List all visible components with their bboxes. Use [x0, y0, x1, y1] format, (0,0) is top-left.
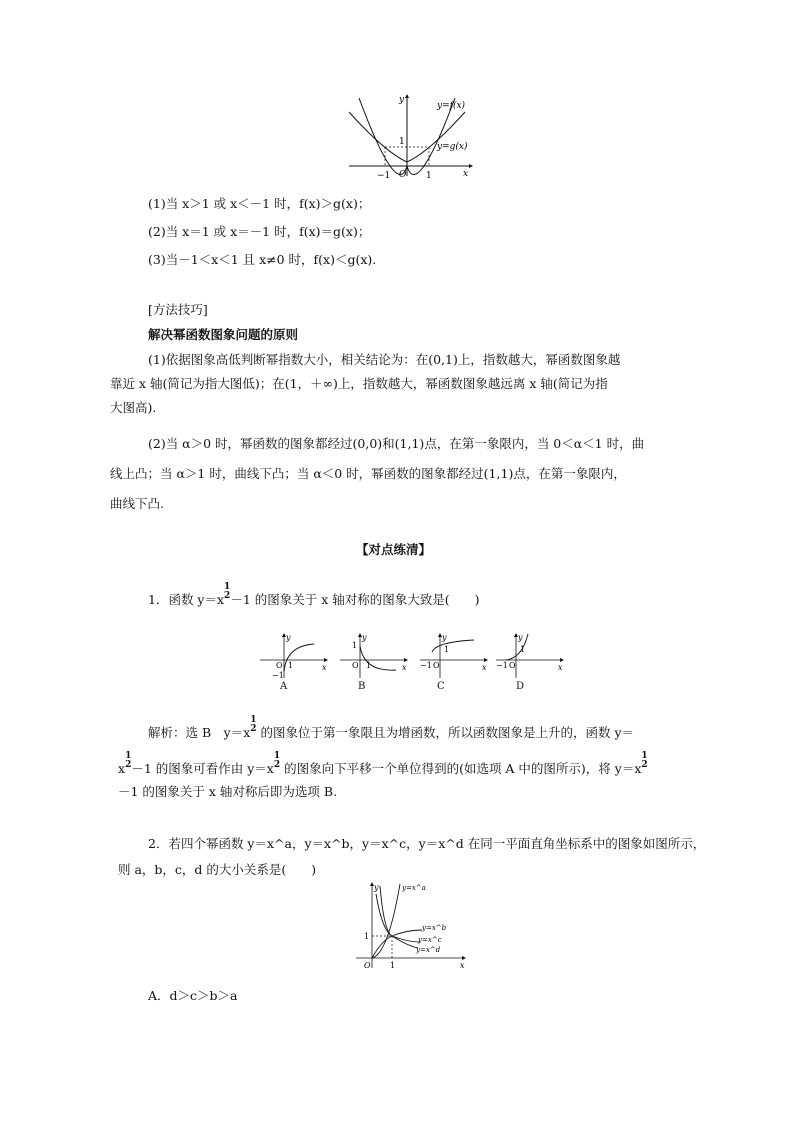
svg-text:O: O — [433, 661, 440, 670]
tick-neg1: −1 — [377, 171, 391, 180]
question-2-line-1: 2．若四个幂函数 y＝x^a，y＝x^b，y＝x^c，y＝x^d 在同一平面直角坐标系中的图象如图所示， — [148, 836, 706, 851]
sol-exp-4 — [641, 752, 647, 770]
svg-text:x: x — [322, 663, 327, 672]
method-p1-line3: 大图高). — [110, 400, 157, 415]
svg-text:x: x — [402, 663, 407, 672]
q2-label-a: y=x^a — [402, 884, 426, 892]
option-graph-b — [340, 633, 408, 678]
sol-2b: －1 的图象可看作由 y＝x — [131, 761, 274, 776]
svg-text:1: 1 — [364, 932, 370, 941]
svg-text:x: x — [460, 961, 465, 970]
method-title: 解决幂函数图象问题的原则 — [148, 327, 299, 342]
method-p2-line2: 线上凸；当 α＞1 时，曲线下凸；当 α＜0 时，幂函数的图象都经过(1,1)点，在第一象限内， — [110, 466, 626, 481]
svg-text:1: 1 — [352, 641, 358, 650]
axis-x-label: x — [463, 169, 469, 179]
svg-text:O: O — [509, 661, 516, 670]
q2-label-b: y=x^b — [422, 924, 447, 932]
method-p2-line3: 曲线下凸. — [110, 496, 164, 511]
sol-exp-4-den: 2 — [641, 760, 648, 770]
option-label-a: A — [280, 681, 288, 692]
sol-1b: 的图象位于第一象限且为增函数，所以函数图象是上升的，函数 y＝ — [256, 725, 635, 740]
q2-label-c: y=x^c — [418, 936, 442, 944]
case-1: (1)当 x＞1 或 x＜－1 时，f(x)＞g(x)； — [148, 196, 371, 211]
svg-text:1: 1 — [288, 661, 294, 670]
option-label-b: B — [358, 681, 366, 692]
solution-line-2 — [118, 752, 648, 777]
svg-text:x: x — [482, 663, 487, 672]
q2-label-d: y=x^d — [416, 946, 441, 954]
sol-exp-4-num: 1 — [641, 751, 648, 761]
svg-text:O: O — [276, 661, 283, 670]
option-graph-a — [260, 633, 328, 680]
solution-line-1 — [148, 716, 634, 741]
svg-text:−1: −1 — [496, 661, 508, 670]
sol-exp-2-num: 1 — [125, 751, 132, 761]
question-1 — [148, 583, 480, 608]
method-tag: [方法技巧] — [148, 302, 208, 317]
method-para-1 — [148, 348, 668, 372]
sol-2a: x — [118, 761, 126, 776]
answer-option-a: A．d＞c＞b＞a — [148, 988, 238, 1003]
sol-exp-3-den: 2 — [273, 760, 281, 770]
method-para-2 — [148, 432, 668, 456]
method-p1-line2: 靠近 x 轴(简记为指大图低)；在(1，＋∞)上，指数越大，幂函数图象越远离 x 轴(简记为指 — [110, 376, 608, 391]
svg-text:y: y — [518, 633, 523, 642]
case-2: (2)当 x＝1 或 x＝－1 时，f(x)＝g(x)； — [148, 224, 371, 239]
sol-exp-1-den: 2 — [250, 724, 257, 734]
svg-text:y: y — [362, 633, 367, 642]
option-graph-d — [496, 633, 564, 678]
practice-heading: 【对点练清】 — [356, 542, 432, 557]
tick-1: 1 — [426, 171, 432, 180]
axis-y-label: y — [399, 95, 405, 105]
svg-text:−1: −1 — [272, 671, 284, 680]
svg-text:y: y — [442, 633, 447, 642]
sol-2c: 的图象向下平移一个单位得到的(如选项 A 中的图所示)，将 y＝x — [280, 761, 642, 776]
svg-text:1: 1 — [390, 961, 396, 970]
label-f: y=f(x) — [437, 101, 466, 111]
label-g: y=g(x) — [437, 142, 468, 152]
option-graph-c — [420, 633, 488, 678]
sol-1a: 解析：选 B y＝x — [148, 725, 251, 740]
option-label-d: D — [516, 681, 525, 692]
method-p1-rest — [110, 372, 670, 420]
svg-text:1: 1 — [520, 645, 526, 654]
svg-text:−1: −1 — [420, 661, 432, 670]
method-p2-line1: (2)当 α＞0 时，幂函数的图象都经过(0,0)和(1,1)点，在第一象限内，当 0＜α＜1 时，曲 — [148, 436, 645, 451]
solution-line-3: －1 的图象关于 x 轴对称后即为选项 B. — [118, 784, 338, 799]
sol-exp-3-num: 1 — [273, 751, 281, 761]
tick-y1: 1 — [399, 137, 405, 147]
q2-power-graph — [352, 880, 472, 972]
exp-num: 1 — [224, 582, 231, 592]
q1-pre: 1．函数 y＝x — [148, 592, 225, 607]
svg-text:1: 1 — [444, 645, 450, 654]
sol-exp-2-den: 2 — [125, 760, 132, 770]
exp-den: 2 — [224, 591, 231, 601]
svg-text:y: y — [286, 633, 291, 642]
option-label-c: C — [437, 681, 445, 692]
method-p2-rest — [110, 462, 670, 516]
case-3: (3)当－1＜x＜1 且 x≠0 时，f(x)＜g(x). — [148, 252, 377, 267]
svg-text:O: O — [364, 961, 371, 970]
origin-label: O — [399, 170, 407, 180]
sol-exp-1-num: 1 — [250, 715, 257, 725]
question-2-line-2: 则 a，b，c，d 的大小关系是( ) — [118, 862, 317, 877]
fig-f-g-graph — [345, 92, 475, 180]
q1-post: －1 的图象关于 x 轴对称的图象大致是( ) — [230, 592, 480, 607]
svg-text:x: x — [558, 663, 563, 672]
method-p1-line1: (1)依据图象高低判断幂指数大小，相关结论为：在(0,1)上，指数越大，幂函数图象越 — [148, 352, 621, 367]
svg-text:O: O — [352, 661, 359, 670]
svg-text:y: y — [374, 883, 379, 892]
svg-text:1: 1 — [366, 661, 372, 670]
